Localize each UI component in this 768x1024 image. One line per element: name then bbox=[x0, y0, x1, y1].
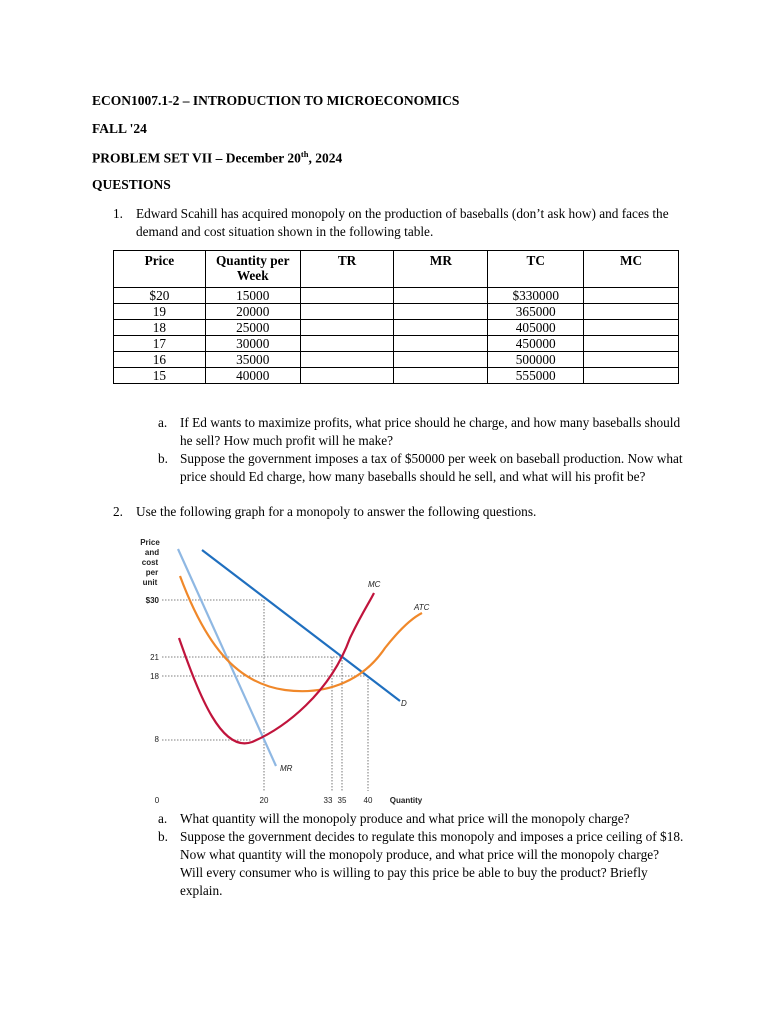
question-2a bbox=[158, 810, 684, 828]
table-header-row bbox=[114, 251, 679, 288]
table-cell: 15000 bbox=[205, 288, 300, 304]
y-axis-title-line: and bbox=[144, 548, 160, 557]
table-cell bbox=[394, 320, 488, 336]
table-cell: 20000 bbox=[205, 304, 300, 320]
mc-label: MC bbox=[368, 580, 381, 589]
table-cell: 19 bbox=[114, 304, 206, 320]
question-2-number: 2. bbox=[113, 504, 123, 519]
table-body bbox=[114, 288, 679, 384]
table-cell: 500000 bbox=[488, 352, 584, 368]
table-header: Price bbox=[114, 251, 206, 288]
y-axis-title-line: unit bbox=[142, 578, 158, 587]
table-cell bbox=[394, 352, 488, 368]
question-1 bbox=[113, 205, 688, 241]
table-cell bbox=[394, 336, 488, 352]
table-header: TR bbox=[300, 251, 394, 288]
question-1b-text: Suppose the government imposes a tax of $50000 per week on baseball production. Now what price should Ed charge, how many baseballs should he sell, and what will his profit be? bbox=[180, 451, 683, 484]
demand-curve bbox=[202, 550, 400, 701]
table-cell bbox=[300, 352, 394, 368]
section-title: QUESTIONS bbox=[92, 177, 171, 192]
table-cell: 15 bbox=[114, 368, 206, 384]
question-1a-text: If Ed wants to maximize profits, what price should he charge, and how many baseballs should he sell? How much profit will he make? bbox=[180, 415, 681, 448]
table-cell: 450000 bbox=[488, 336, 584, 352]
atc-label: ATC bbox=[414, 603, 430, 612]
problem-set-prefix: PROBLEM SET VII – December 20 bbox=[92, 150, 301, 166]
table-cell: 35000 bbox=[205, 352, 300, 368]
table-cell: $20 bbox=[114, 288, 206, 304]
y-tick-label: 8 bbox=[154, 735, 159, 744]
table-cell: 17 bbox=[114, 336, 206, 352]
x-tick-label: 35 bbox=[337, 796, 347, 805]
question-1a bbox=[158, 414, 684, 450]
question-1b bbox=[158, 450, 684, 486]
table-cell bbox=[300, 368, 394, 384]
table-cell: 16 bbox=[114, 352, 206, 368]
problem-set-suffix: , 2024 bbox=[308, 150, 343, 166]
table-cell bbox=[584, 288, 679, 304]
table-cell: 30000 bbox=[205, 336, 300, 352]
table-cell bbox=[584, 320, 679, 336]
table-header: MC bbox=[584, 251, 679, 288]
table-cell bbox=[394, 304, 488, 320]
mr-label: MR bbox=[280, 764, 293, 773]
table-row bbox=[114, 352, 679, 368]
table-cell bbox=[394, 288, 488, 304]
question-1b-label: b. bbox=[158, 451, 168, 466]
question-2a-label: a. bbox=[158, 811, 168, 826]
table-cell bbox=[300, 288, 394, 304]
y-axis-title-line: cost bbox=[141, 558, 159, 567]
x-tick-label: 33 bbox=[323, 796, 333, 805]
table-cell: 365000 bbox=[488, 304, 584, 320]
table-row bbox=[114, 288, 679, 304]
y-axis-title-line: Price bbox=[140, 538, 160, 547]
x-tick-label: 20 bbox=[259, 796, 269, 805]
x-tick-label: 40 bbox=[363, 796, 373, 805]
y-tick-label: 21 bbox=[150, 653, 159, 662]
monopoly-graph bbox=[130, 533, 440, 813]
table-cell bbox=[394, 368, 488, 384]
table-row bbox=[114, 336, 679, 352]
table-cell bbox=[300, 336, 394, 352]
guide-lines bbox=[162, 600, 368, 791]
question-2b-label: b. bbox=[158, 829, 168, 844]
question-1-text: Edward Scahill has acquired monopoly on the production of baseballs (don’t ask how) and faces the demand and cost situation shown in the following table. bbox=[136, 206, 669, 239]
demand-label: D bbox=[401, 699, 407, 708]
table-row bbox=[114, 368, 679, 384]
table-row bbox=[114, 320, 679, 336]
x-axis-title: Quantity bbox=[389, 796, 423, 805]
table-row bbox=[114, 304, 679, 320]
question-2 bbox=[113, 503, 688, 521]
question-2b-text: Suppose the government decides to regulate this monopoly and imposes a price ceiling of $18. Now what quantity will the monopoly produce, and what price will the monopoly charge? Will every consumer who is willing to pay this price be able to buy the product? Briefly explain. bbox=[180, 829, 684, 898]
table-cell bbox=[584, 336, 679, 352]
y-tick-label: $30 bbox=[145, 596, 159, 605]
table-header: MR bbox=[394, 251, 488, 288]
question-2-text: Use the following graph for a monopoly to answer the following questions. bbox=[136, 504, 537, 519]
mr-curve bbox=[178, 549, 276, 766]
table-cell: 18 bbox=[114, 320, 206, 336]
question-1a-label: a. bbox=[158, 415, 168, 430]
origin-label: 0 bbox=[154, 796, 160, 805]
problem-set-sup: th bbox=[300, 149, 309, 159]
table-cell: 555000 bbox=[488, 368, 584, 384]
course-title: ECON1007.1-2 – INTRODUCTION TO MICROECONOMICS bbox=[92, 93, 460, 108]
question-1-number: 1. bbox=[113, 206, 123, 221]
table-cell: 25000 bbox=[205, 320, 300, 336]
table-header: TC bbox=[488, 251, 584, 288]
question-2a-text: What quantity will the monopoly produce and what price will the monopoly charge? bbox=[180, 811, 630, 826]
problem-set-title bbox=[92, 149, 342, 167]
table-cell bbox=[584, 368, 679, 384]
table-cell bbox=[584, 352, 679, 368]
question-2b bbox=[158, 828, 684, 900]
table-cell: 405000 bbox=[488, 320, 584, 336]
table-cell bbox=[300, 304, 394, 320]
cost-table bbox=[113, 250, 679, 384]
table-cell: 40000 bbox=[205, 368, 300, 384]
table-cell: $330000 bbox=[488, 288, 584, 304]
table-header: Quantity per Week bbox=[205, 251, 300, 288]
y-axis-title-line: per bbox=[145, 568, 159, 577]
y-tick-label: 18 bbox=[150, 672, 159, 681]
term: FALL '24 bbox=[92, 121, 147, 136]
table-cell bbox=[300, 320, 394, 336]
table-cell bbox=[584, 304, 679, 320]
